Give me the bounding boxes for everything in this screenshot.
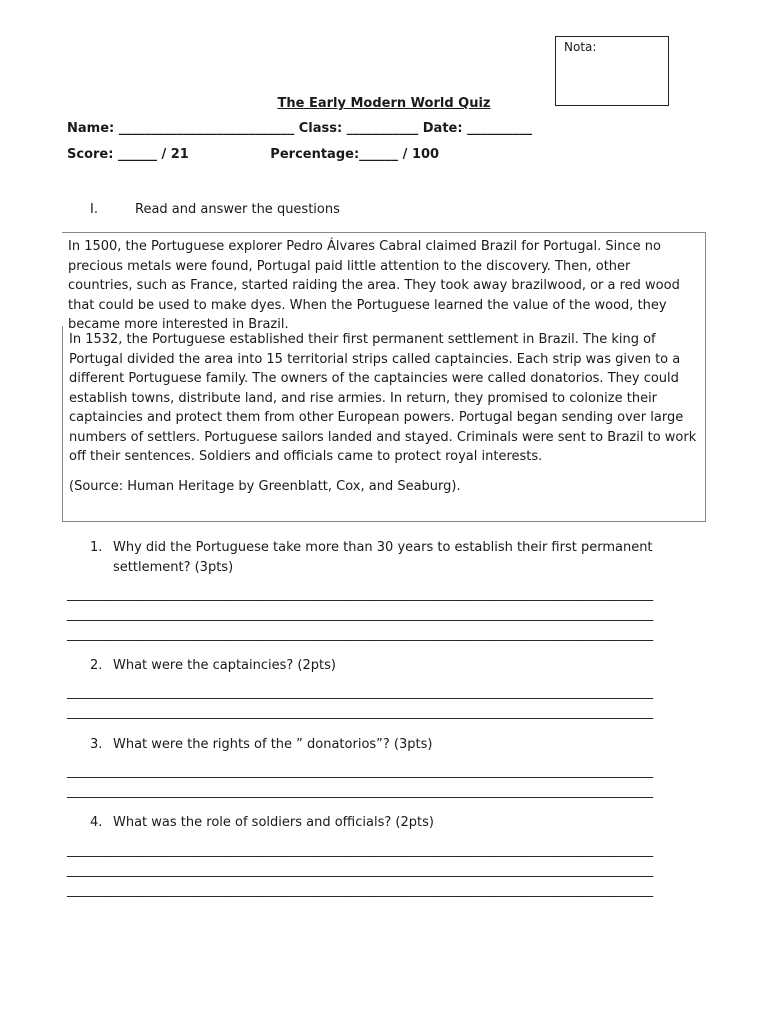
question-2 xyxy=(90,656,710,676)
answer-line[interactable]: _____________________________________________________________________________________________ xyxy=(67,627,653,642)
reading-passage-part1 xyxy=(62,232,706,332)
score-percentage-line: Score: ______ / 21 Percentage:______ / 100 xyxy=(67,147,440,162)
answer-line[interactable]: _____________________________________________________________________________________________ xyxy=(67,587,653,602)
question-text: Why did the Portuguese take more than 30 years to establish their first permanent settlement? (3pts) xyxy=(113,540,653,575)
passage-paragraph-1: In 1500, the Portuguese explorer Pedro Álvares Cabral claimed Brazil for Portugal. Since no precious metals were found, Portugal paid little attention to the discovery. Then, other countries, such as France, started raiding the area. They took away brazilwood, or a red wood that could be used to make dyes. When the Portuguese learned the value of the wood, they became more interested in Brazil. xyxy=(68,239,680,332)
nota-label: Nota: xyxy=(564,40,597,54)
question-number: 1. xyxy=(90,540,103,555)
section-number: I. xyxy=(90,202,98,217)
quiz-title: The Early Modern World Quiz xyxy=(277,96,491,111)
answer-line[interactable]: _____________________________________________________________________________________________ xyxy=(67,863,653,878)
question-text: What were the rights of the ” donatorios”? (3pts) xyxy=(113,737,433,752)
answer-line[interactable]: _____________________________________________________________________________________________ xyxy=(67,883,653,898)
question-3 xyxy=(90,735,710,755)
passage-paragraph-2: In 1532, the Portuguese established their first permanent settlement in Brazil. The king of Portugal divided the area into 15 territorial strips called captaincies. Each strip was given to a different Portuguese family. The owners of the captaincies were called donatorios. They could establish towns, distribute land, and rise armies. In return, they promised to colonize their captaincies and protect them from other European powers. Portugal began sending over large numbers of settlers. Portuguese sailors landed and stayed. Criminals were sent to Brazil to work off their sentences. Soldiers and officials came to protect royal interests. xyxy=(69,332,697,464)
answer-line[interactable]: _____________________________________________________________________________________________ xyxy=(67,607,653,622)
question-number: 3. xyxy=(90,737,103,752)
passage-source: (Source: Human Heritage by Greenblatt, Cox, and Seaburg). xyxy=(69,478,461,494)
question-4 xyxy=(90,813,710,833)
question-text: What were the captaincies? (2pts) xyxy=(113,658,336,673)
question-text: What was the role of soldiers and officials? (2pts) xyxy=(113,815,434,830)
question-1 xyxy=(90,538,710,578)
answer-line[interactable]: _____________________________________________________________________________________________ xyxy=(67,705,653,720)
answer-line[interactable]: _____________________________________________________________________________________________ xyxy=(67,843,653,858)
answer-line[interactable]: _____________________________________________________________________________________________ xyxy=(67,784,653,799)
name-class-date-line: Name: ___________________________ Class: ___________ Date: __________ xyxy=(67,121,533,136)
question-number: 4. xyxy=(90,815,103,830)
section-instruction: Read and answer the questions xyxy=(135,202,340,217)
question-number: 2. xyxy=(90,658,103,673)
answer-line[interactable]: _____________________________________________________________________________________________ xyxy=(67,764,653,779)
answer-line[interactable]: _____________________________________________________________________________________________ xyxy=(67,685,653,700)
reading-passage-part2 xyxy=(62,326,706,522)
